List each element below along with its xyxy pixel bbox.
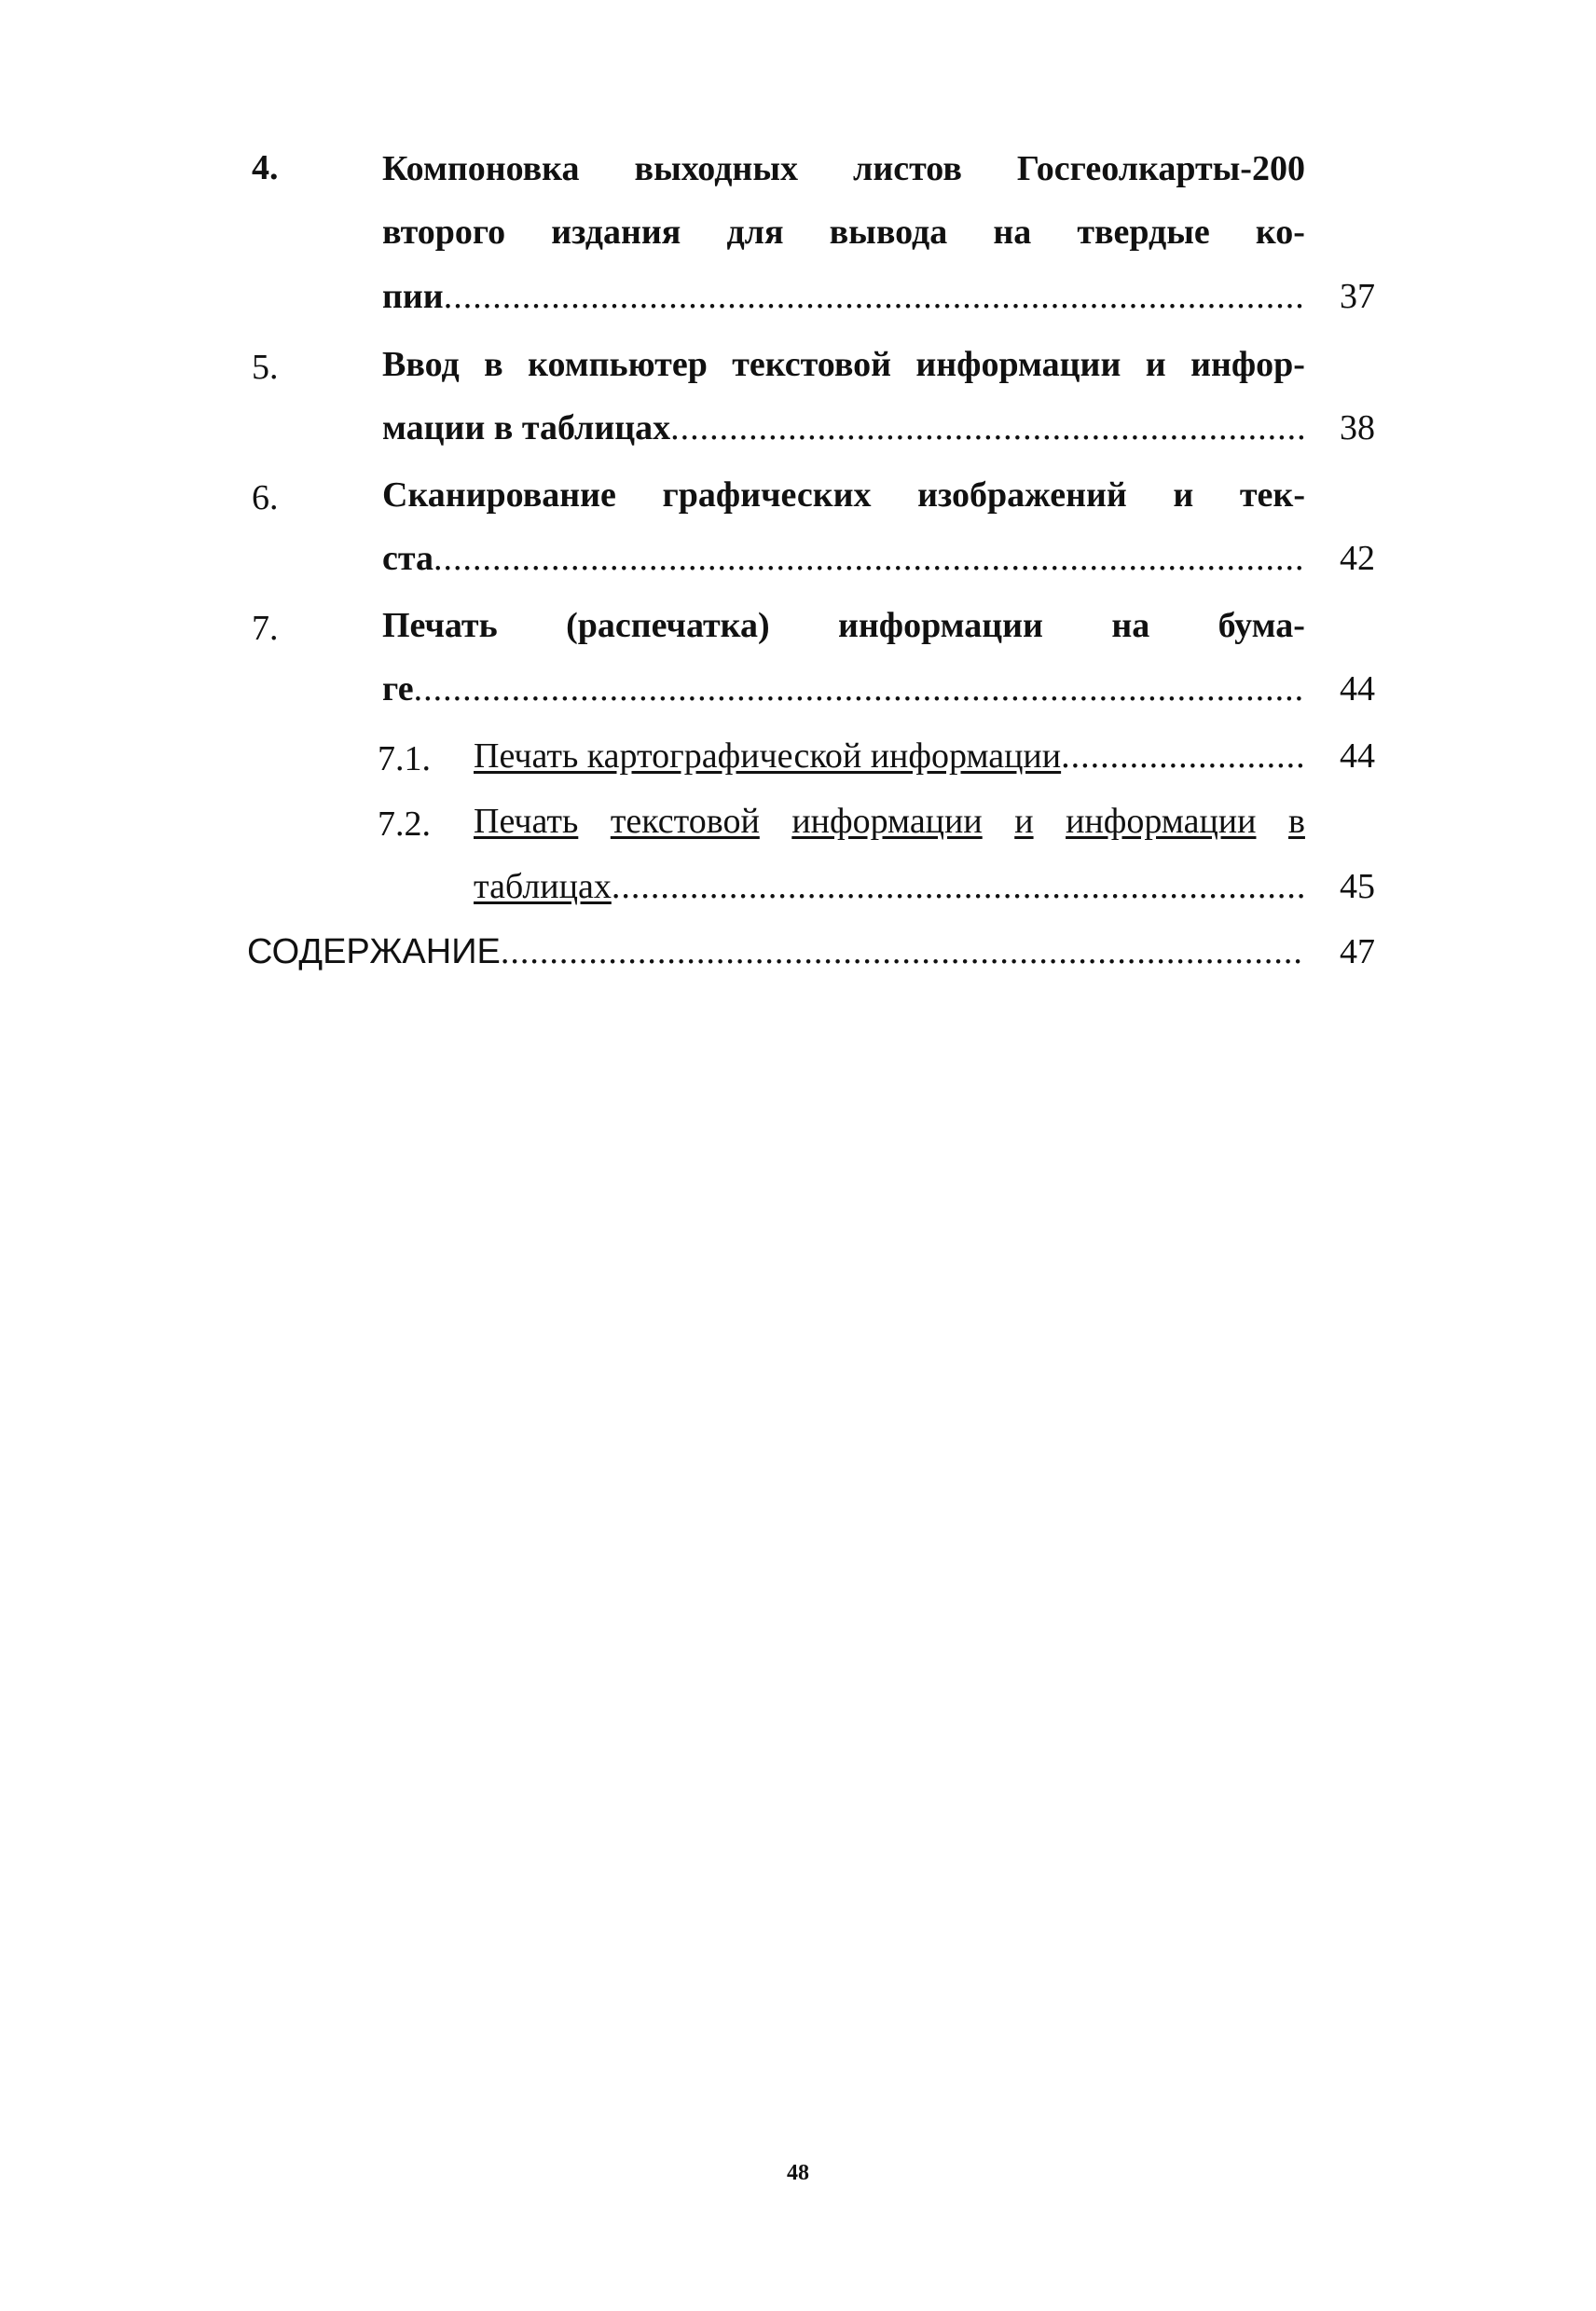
word: инфор- (1190, 345, 1305, 384)
toc-item-7-line-1 (382, 608, 1305, 643)
toc-item-7-2-page: 45 (1340, 867, 1375, 906)
toc-item-7-page: 44 (1340, 669, 1375, 708)
toc-item-4-page: 37 (1340, 277, 1375, 316)
word: твердые (1077, 213, 1210, 252)
toc-item-7-2-line-2 (474, 869, 1305, 904)
toc-item-6-page: 42 (1340, 539, 1375, 578)
word: изображений (917, 475, 1127, 515)
word: информации (838, 606, 1043, 645)
word: на (993, 213, 1032, 252)
word: Компоновка (382, 149, 580, 188)
word: Печать (474, 802, 579, 841)
word: в (1287, 802, 1305, 841)
toc-item-4-text-end: пии (382, 277, 444, 316)
toc-item-7-1-number: 7.1. (378, 739, 431, 778)
toc-item-4-number: 4. (252, 148, 279, 187)
toc-item-7-2-line-1[interactable] (474, 804, 1305, 839)
toc-item-5-page: 38 (1340, 408, 1375, 447)
toc-item-7-number: 7. (252, 609, 279, 648)
toc-item-7-1-line (474, 738, 1305, 774)
word: текстовой (732, 345, 891, 384)
word: (распечатка) (566, 606, 770, 645)
word: листов (853, 149, 962, 188)
word: издания (551, 213, 681, 252)
word: Ввод (382, 345, 460, 384)
word: и (1145, 345, 1166, 384)
toc-item-7-2-link-end[interactable]: таблицах (474, 867, 612, 906)
word: вывода (829, 213, 948, 252)
toc-item-7-line-2 (382, 671, 1305, 707)
word: графических (662, 475, 872, 515)
word: тек- (1239, 475, 1305, 515)
word: Сканирование (382, 475, 616, 515)
toc-item-7-1-page: 44 (1340, 736, 1375, 776)
toc-item-7-text-end: ге (382, 669, 414, 708)
word: Госгеолкарты-200 (1016, 149, 1305, 188)
toc-item-6-text-end: ста (382, 539, 433, 578)
toc-item-7-2-number: 7.2. (378, 805, 431, 844)
word: и (1173, 475, 1194, 515)
dot-leader (501, 934, 1305, 970)
word: информации (1066, 802, 1257, 841)
dot-leader (414, 671, 1305, 707)
toc-item-6-number: 6. (252, 478, 279, 517)
word: бума- (1218, 606, 1305, 645)
dot-leader (444, 279, 1305, 314)
word: второго (382, 213, 506, 252)
word: ко- (1255, 213, 1305, 252)
word: информации (915, 345, 1121, 384)
toc-item-5-text-end: мации в таблицах (382, 408, 671, 447)
word: и (1014, 802, 1034, 841)
page-number: 48 (787, 2161, 809, 2185)
word: выходных (634, 149, 798, 188)
word: на (1111, 606, 1150, 645)
dot-leader (433, 541, 1305, 576)
dot-leader (670, 410, 1305, 446)
toc-contents-page: 47 (1340, 932, 1375, 971)
toc-contents-line (247, 934, 1305, 970)
word: Печать (382, 606, 498, 645)
word: для (726, 213, 784, 252)
toc-contents-text: СОДЕРЖАНИЕ (247, 932, 501, 971)
dot-leader (1061, 738, 1305, 774)
dot-leader (612, 869, 1305, 904)
toc-item-5-line-2 (382, 410, 1305, 446)
word: компьютер (528, 345, 708, 384)
toc-item-6-line-1 (382, 477, 1305, 513)
toc-item-4-line-1 (382, 151, 1305, 186)
toc-item-5-line-1 (382, 347, 1305, 382)
toc-item-7-1-link[interactable]: Печать картографической информации (474, 736, 1062, 776)
word: в (484, 345, 503, 384)
toc-item-6-line-2 (382, 541, 1305, 576)
toc-item-5-number: 5. (252, 348, 279, 387)
word: текстовой (610, 802, 760, 841)
toc-item-4-line-3 (382, 279, 1305, 314)
word: информации (791, 802, 983, 841)
toc-item-4-line-2 (382, 214, 1305, 250)
